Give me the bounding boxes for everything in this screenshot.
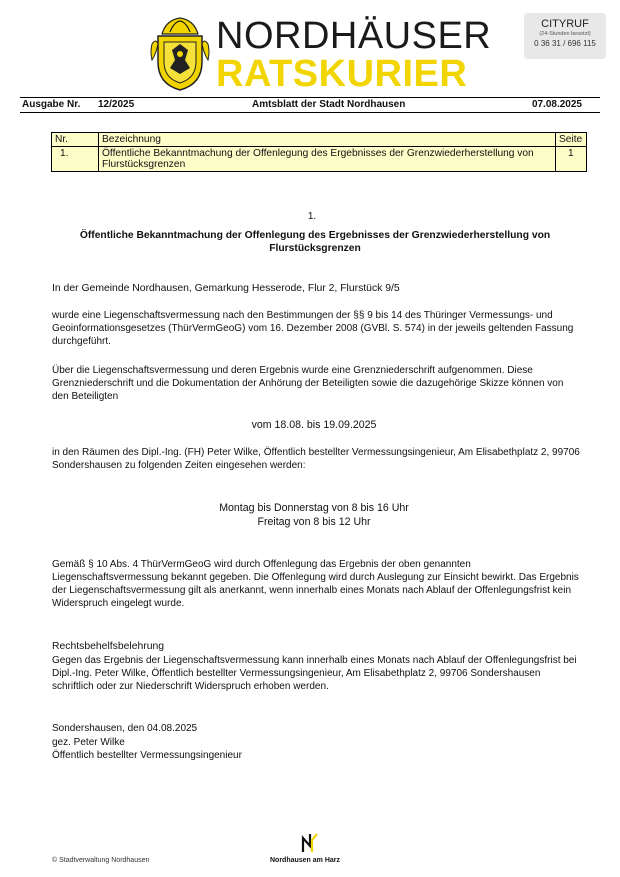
toc-header-nr: Nr. [52,133,99,147]
footer-copyright: © Stadtverwaltung Nordhausen [52,857,150,864]
toc-row-page: 1 [556,147,587,172]
nordhausen-logo-icon [300,832,320,854]
toc-header-page: Seite [556,133,587,147]
article-paragraph-2: Über die Liegenschaftsvermessung und deren Ergebnis wurde eine Grenzniederschrift aufgenommen. Diese Grenzniederschrift und die Dokumentation der Anhörung der Beteiligten sowie die dazugehörige Skizze können von den Beteiligten [52,365,564,402]
issue-date: 07.08.2025 [531,99,582,110]
masthead-title: NORDHÄUSER [216,15,492,57]
signature-place-date: Sondershausen, den 04.08.2025 [52,723,198,734]
cityruf-subtitle: (24-Stunden besetzt) [539,31,591,37]
article-paragraph-3: in den Räumen des Dipl.-Ing. (FH) Peter Wilke, Öffentlich bestellter Vermessungsingenieur, Am Elisabethplatz 2, 99706 Sondershausen zu folgenden Zeiten eingesehen werden: [52,447,580,471]
cityruf-box [524,13,606,59]
cityruf-title: CITYRUF [541,18,589,30]
article-paragraph-5: Gegen das Ergebnis der Liegenschaftsvermessung kann innerhalb eines Monats nach Ablauf der Offenlegungsfrist bei Dipl.-Ing. Peter Wilke, Öffentlich bestellter Vermessungsingenieur, Am Elisabethplatz 2, 99706 Sondershausen schriftlich oder zur Niederschrift Widerspruch erhoben werden. [52,655,577,692]
article-location: In der Gemeinde Nordhausen, Gemarkung Hesserode, Flur 2, Flurstück 9/5 [52,283,400,294]
article-paragraph-1: wurde eine Liegenschaftsvermessung nach den Bestimmungen der §§ 9 bis 14 des Thüringer Vermessungs- und Geoinformationsgesetzes (ThürVermGeoG) vom 16. Dezember 2008 (GVBl. S. 574) in der jeweils geltenden Fassung durchgeführt. [52,310,574,347]
toc-row [52,147,587,172]
issue-label: Ausgabe Nr. [22,99,81,110]
issue-number: 12/2025 [98,99,135,110]
offenlegung-period: vom 18.08. bis 19.09.2025 [251,419,377,431]
gazette-title: Amtsblatt der Stadt Nordhausen [252,99,406,110]
toc-row-nr: 1. [52,147,99,172]
toc-table [51,132,587,172]
coat-of-arms-logo [150,14,210,92]
signature-role: Öffentlich bestellter Vermessungsingenieur [52,750,242,761]
toc-header-row [52,133,587,147]
footer-brand: Nordhausen am Harz [270,857,341,864]
opening-hours-friday: Freitag von 8 bis 12 Uhr [257,516,371,528]
article-paragraph-4: Gemäß § 10 Abs. 4 ThürVermGeoG wird durch Offenlegung das Ergebnis der oben genannten Liegenschaftsvermessung bekannt gegeben. Die Offenlegung wird durch Auslegung zur Einsicht bewirkt. Das Ergebnis der Liegenschaftsvermessung gilt als anerkannt, wenn innerhalb eines Monats nach Ablauf der Offenlegungsfrist kein Widerspruch eingelegt wurde. [52,559,579,609]
issue-header-bar [20,97,600,113]
toc-header-title: Bezeichnung [99,133,556,147]
article-title: Öffentliche Bekanntmachung der Offenlegung des Ergebnisses der Grenzwiederherstellung von Flurstücksgrenzen [79,230,551,254]
toc-row-title: Öffentliche Bekanntmachung der Offenlegung des Ergebnisses der Grenzwiederherstellung von Flurstücksgrenzen [99,147,556,172]
masthead-subtitle: RATSKURIER [216,53,468,95]
opening-hours-weekdays: Montag bis Donnerstag von 8 bis 16 Uhr [219,502,409,514]
article-number: 1. [307,211,317,222]
signature-name: gez. Peter Wilke [52,737,125,748]
legal-remedy-heading: Rechtsbehelfsbelehrung [52,641,165,652]
cityruf-phone: 0 36 31 / 696 115 [534,39,596,48]
